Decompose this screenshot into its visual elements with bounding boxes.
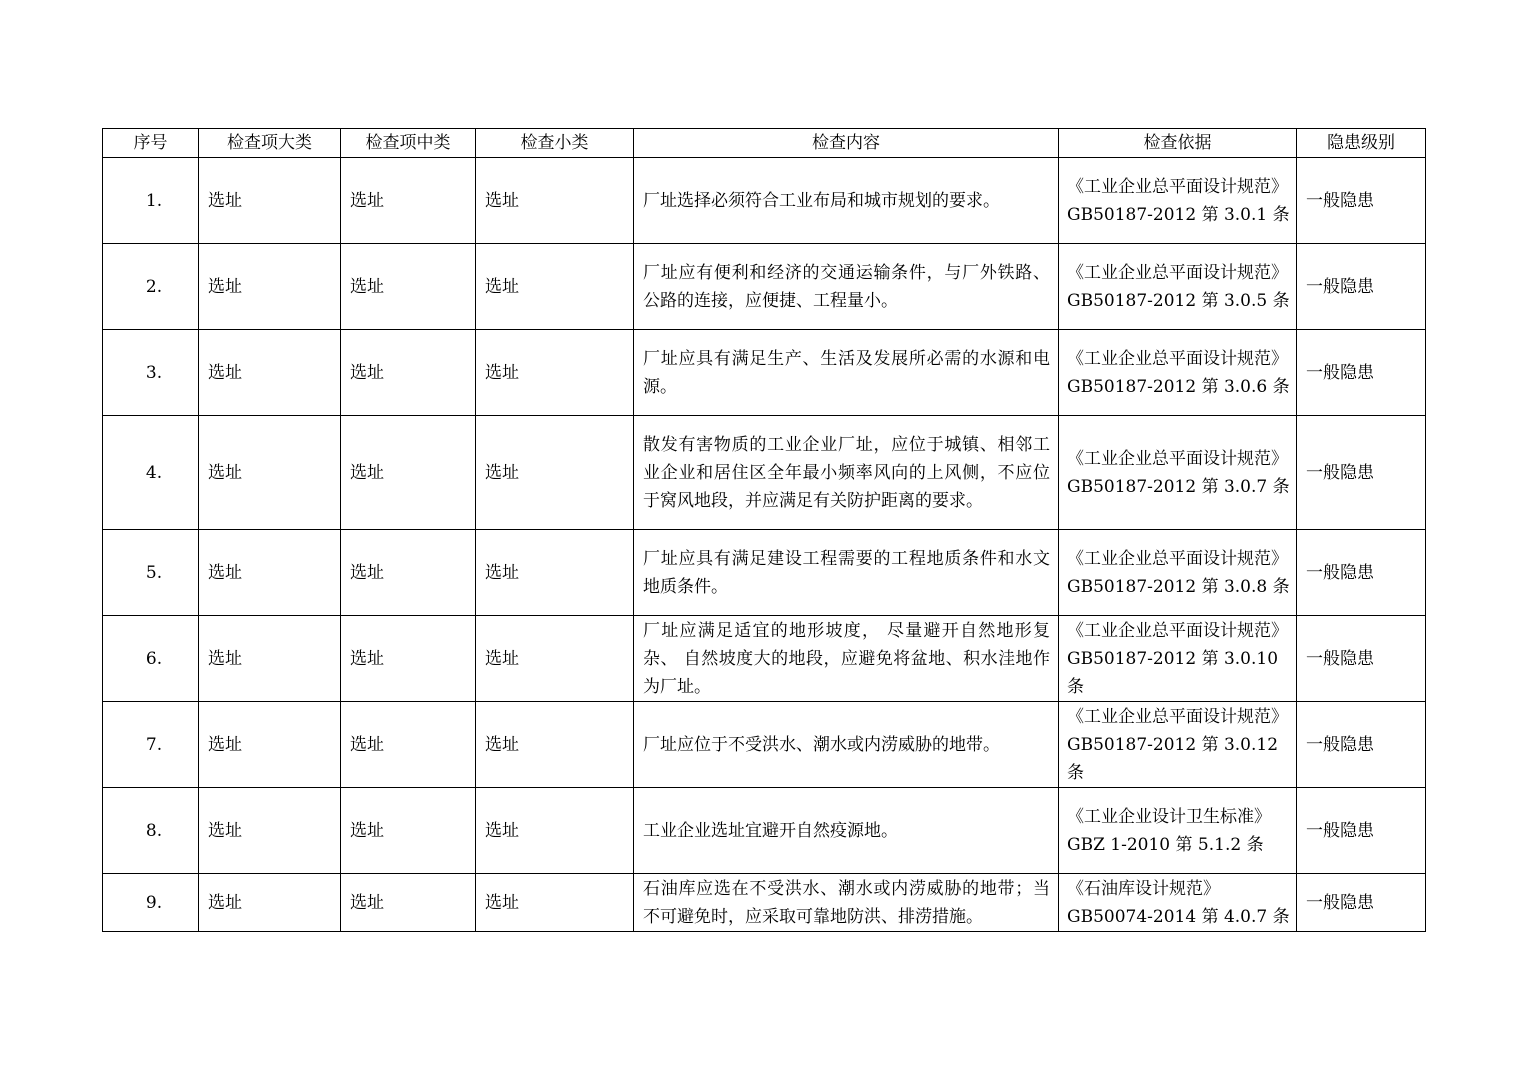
cell-basis: 《石油库设计规范》 GB50074-2014 第 4.0.7 条 [1059, 874, 1297, 932]
cell-seq: 6. [103, 616, 199, 702]
cell-major: 选址 [199, 530, 341, 616]
cell-level: 一般隐患 [1297, 244, 1426, 330]
inspection-table [102, 128, 1426, 932]
cell-seq: 3. [103, 330, 199, 416]
cell-major: 选址 [199, 874, 341, 932]
header-middle-category: 检查项中类 [341, 129, 476, 158]
cell-minor: 选址 [476, 530, 634, 616]
cell-basis: 《工业企业总平面设计规范》GB50187-2012 第 3.0.1 条 [1059, 158, 1297, 244]
cell-content: 厂址应具有满足生产、生活及发展所必需的水源和电源。 [634, 330, 1059, 416]
cell-seq: 1. [103, 158, 199, 244]
table-row [103, 330, 1426, 416]
cell-middle: 选址 [341, 874, 476, 932]
cell-seq: 4. [103, 416, 199, 530]
cell-middle: 选址 [341, 788, 476, 874]
table-row [103, 788, 1426, 874]
cell-minor: 选址 [476, 330, 634, 416]
cell-level: 一般隐患 [1297, 616, 1426, 702]
cell-middle: 选址 [341, 330, 476, 416]
header-seq: 序号 [103, 129, 199, 158]
cell-minor: 选址 [476, 244, 634, 330]
cell-content: 厂址选择必须符合工业布局和城市规划的要求。 [634, 158, 1059, 244]
header-hazard-level: 隐患级别 [1297, 129, 1426, 158]
cell-minor: 选址 [476, 874, 634, 932]
cell-level: 一般隐患 [1297, 416, 1426, 530]
cell-seq: 5. [103, 530, 199, 616]
cell-basis: 《工业企业总平面设计规范》GB50187-2012 第 3.0.7 条 [1059, 416, 1297, 530]
cell-major: 选址 [199, 244, 341, 330]
cell-basis: 《工业企业总平面设计规范》GB50187-2012 第 3.0.5 条 [1059, 244, 1297, 330]
table-row [103, 244, 1426, 330]
cell-content: 厂址应有便利和经济的交通运输条件，与厂外铁路、公路的连接，应便捷、工程量小。 [634, 244, 1059, 330]
cell-middle: 选址 [341, 702, 476, 788]
cell-seq: 7. [103, 702, 199, 788]
cell-level: 一般隐患 [1297, 158, 1426, 244]
header-major-category: 检查项大类 [199, 129, 341, 158]
cell-major: 选址 [199, 702, 341, 788]
cell-content: 厂址应满足适宜的地形坡度， 尽量避开自然地形复杂、 自然坡度大的地段，应避免将盆地、积水洼地作为厂址。 [634, 616, 1059, 702]
cell-content: 厂址应具有满足建设工程需要的工程地质条件和水文地质条件。 [634, 530, 1059, 616]
cell-level: 一般隐患 [1297, 874, 1426, 932]
cell-major: 选址 [199, 616, 341, 702]
cell-seq: 8. [103, 788, 199, 874]
cell-content: 石油库应选在不受洪水、潮水或内涝威胁的地带；当不可避免时，应采取可靠地防洪、排涝措施。 [634, 874, 1059, 932]
cell-basis: 《工业企业设计卫生标准》 GBZ 1-2010 第 5.1.2 条 [1059, 788, 1297, 874]
cell-minor: 选址 [476, 416, 634, 530]
cell-middle: 选址 [341, 530, 476, 616]
cell-level: 一般隐患 [1297, 788, 1426, 874]
cell-level: 一般隐患 [1297, 330, 1426, 416]
table-header-row [103, 129, 1426, 158]
cell-level: 一般隐患 [1297, 702, 1426, 788]
cell-basis: 《工业企业总平面设计规范》GB50187-2012 第 3.0.6 条 [1059, 330, 1297, 416]
table-row [103, 616, 1426, 702]
header-basis: 检查依据 [1059, 129, 1297, 158]
table-row [103, 158, 1426, 244]
header-minor-category: 检查小类 [476, 129, 634, 158]
cell-middle: 选址 [341, 616, 476, 702]
table-row [103, 530, 1426, 616]
cell-major: 选址 [199, 788, 341, 874]
cell-seq: 9. [103, 874, 199, 932]
header-content: 检查内容 [634, 129, 1059, 158]
cell-middle: 选址 [341, 416, 476, 530]
cell-major: 选址 [199, 416, 341, 530]
cell-seq: 2. [103, 244, 199, 330]
cell-middle: 选址 [341, 244, 476, 330]
cell-content: 厂址应位于不受洪水、潮水或内涝威胁的地带。 [634, 702, 1059, 788]
cell-middle: 选址 [341, 158, 476, 244]
cell-basis: 《工业企业总平面设计规范》GB50187-2012 第 3.0.10 条 [1059, 616, 1297, 702]
cell-content: 工业企业选址宜避开自然疫源地。 [634, 788, 1059, 874]
cell-minor: 选址 [476, 788, 634, 874]
cell-level: 一般隐患 [1297, 530, 1426, 616]
cell-minor: 选址 [476, 616, 634, 702]
cell-basis: 《工业企业总平面设计规范》GB50187-2012 第 3.0.12 条 [1059, 702, 1297, 788]
cell-major: 选址 [199, 158, 341, 244]
table-row [103, 702, 1426, 788]
cell-basis: 《工业企业总平面设计规范》GB50187-2012 第 3.0.8 条 [1059, 530, 1297, 616]
cell-major: 选址 [199, 330, 341, 416]
cell-content: 散发有害物质的工业企业厂址，应位于城镇、相邻工业企业和居住区全年最小频率风向的上风侧，不应位于窝风地段，并应满足有关防护距离的要求。 [634, 416, 1059, 530]
table-row [103, 416, 1426, 530]
table-row [103, 874, 1426, 932]
cell-minor: 选址 [476, 158, 634, 244]
cell-minor: 选址 [476, 702, 634, 788]
